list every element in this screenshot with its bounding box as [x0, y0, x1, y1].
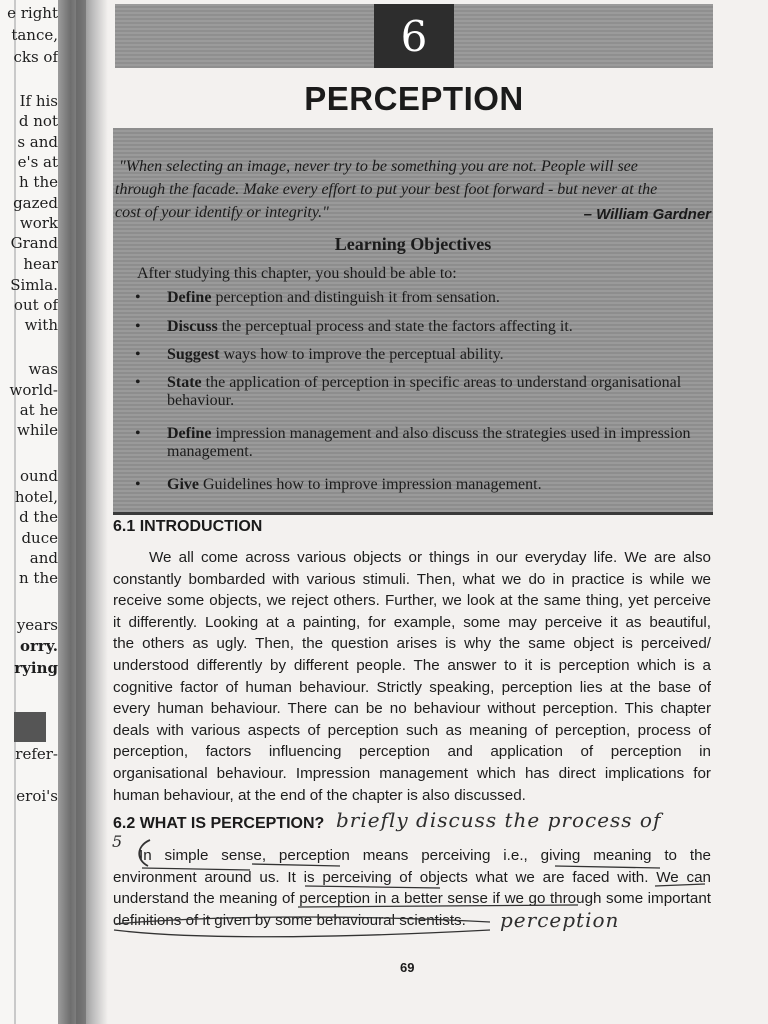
- facing-page-line: was: [28, 360, 58, 378]
- objective-description: the perceptual process and state the factors affecting it.: [217, 318, 573, 335]
- objective-verb: State: [167, 374, 202, 391]
- facing-page-line: ound: [20, 467, 58, 485]
- facing-page-line: and: [29, 549, 58, 567]
- paragraph-line: understood differently by different people. The answer to it is perception which is a: [113, 656, 711, 674]
- facing-page-line: If his: [19, 92, 58, 110]
- facing-page-line: e's at: [17, 153, 58, 171]
- objective-description: ways how to improve the perceptual ability.: [219, 346, 504, 363]
- paragraph-line: environment around us. It is perceiving of objects what we are faced with. We can: [113, 868, 711, 886]
- pen-bracket-mark: [139, 840, 150, 866]
- paragraph-line: In simple sense, perception means perceiving i.e., giving meaning to the: [139, 847, 711, 864]
- facing-page-line: refer-: [15, 745, 58, 763]
- handwritten-note: perception: [500, 908, 620, 932]
- pen-underline: [305, 886, 440, 888]
- objective-description: perception and distinguish it from sensation.: [211, 289, 500, 306]
- paragraph-line: definitions of it given by some behavioural scientists.: [113, 911, 466, 929]
- bullet-icon: •: [135, 346, 141, 363]
- facing-page-line: at he: [19, 401, 58, 419]
- paragraph-line: the others as ugly. Then, the question arises is why the same object is perceived/: [113, 635, 711, 653]
- handwritten-mark: 5: [112, 832, 124, 851]
- pen-underline: [655, 884, 705, 886]
- paragraph-line: organisational behaviour. Impression management which has direct implications for: [113, 764, 711, 782]
- objective-description: the application of perception in specific areas to understand organisational behaviour.: [167, 374, 682, 409]
- facing-page-line: d the: [19, 508, 58, 526]
- facing-page-line: h the: [19, 173, 58, 191]
- pen-underline: [142, 868, 250, 870]
- objectives-intro: After studying this chapter, you should be able to:: [137, 265, 457, 282]
- paragraph-line: understand the meaning of perception in a better sense if we go through some important: [113, 890, 711, 908]
- pen-loop: [114, 930, 490, 937]
- objective-verb: Discuss: [167, 318, 218, 335]
- bullet-icon: •: [135, 318, 141, 335]
- section-heading-what-is-perception: 6.2 WHAT IS PERCEPTION?: [113, 815, 325, 832]
- facing-page-line: rying: [14, 659, 58, 677]
- paragraph-line: We all come across various objects or things in our everyday life. We are also: [149, 549, 711, 566]
- facing-page-line: Grand: [10, 234, 58, 252]
- pen-underline: [555, 866, 660, 868]
- facing-page-line: Simla.: [10, 276, 58, 294]
- paragraph-line: every human behaviour. There can be no behaviour without perception. This chapter: [113, 700, 711, 718]
- bullet-icon: •: [135, 476, 141, 493]
- facing-page-line: eroi's: [16, 787, 58, 805]
- paragraph-line: human behaviour, at the end of the chapter is also discussed.: [113, 786, 526, 804]
- facing-page-line: world-: [9, 381, 58, 399]
- objective-description: impression management and also discuss the strategies used in impression management.: [167, 425, 691, 460]
- facing-page-line: work: [19, 214, 58, 232]
- facing-page-line: orry.: [19, 637, 58, 655]
- bullet-icon: •: [135, 289, 141, 306]
- facing-page-line: gazed: [13, 194, 58, 212]
- facing-page-line: hotel,: [14, 488, 58, 506]
- facing-page-line: s and: [17, 133, 58, 151]
- facing-page-line: n the: [19, 569, 58, 587]
- objectives-heading: Learning Objectives: [334, 234, 492, 254]
- objective-description: Guidelines how to improve impression management.: [199, 476, 542, 493]
- quote-author: – William Gardner: [583, 206, 711, 223]
- facing-page-line: years: [16, 616, 58, 634]
- objective-verb: Define: [167, 289, 212, 306]
- objective-verb: Define: [167, 425, 212, 442]
- quote-line: "When selecting an image, never try to be something you are not. People will see: [119, 158, 638, 175]
- paragraph-line: it differently. Looking at a painting, for example, some may perceive it as beautiful,: [113, 613, 711, 631]
- facing-page-line: d not: [18, 112, 58, 130]
- bullet-icon: •: [135, 425, 141, 442]
- pen-underline: [252, 864, 340, 866]
- facing-page-line: out of: [13, 296, 58, 314]
- quote-line: through the facade. Make every effort to put your best foot forward - but never at the: [115, 181, 658, 198]
- facing-page-line: with: [24, 316, 58, 334]
- bullet-icon: •: [135, 374, 141, 391]
- paragraph-line: perception, factors influencing perception and application of perception in: [113, 743, 711, 761]
- paragraph-line: cognitive factor of human behaviour. Strictly speaking, perception lies at the base of: [113, 678, 711, 696]
- facing-page-line: hear: [23, 255, 58, 273]
- chapter-title: PERCEPTION: [304, 80, 524, 117]
- chapter-number: 6: [400, 11, 428, 61]
- paragraph-line: receive some objects, we reject others. Further, we look at the same thing, yet perceive: [113, 592, 711, 610]
- pen-strike: [115, 917, 490, 924]
- paragraph-line: deals with various aspects of perception such as meaning of perception, process of: [113, 721, 711, 739]
- page-number: 69: [400, 960, 415, 975]
- facing-page-line: e right: [7, 4, 58, 22]
- handwritten-note: briefly discuss the process of: [336, 808, 662, 832]
- objective-verb: Give: [167, 476, 199, 493]
- facing-page-line: while: [17, 421, 58, 439]
- pen-underline: [298, 905, 578, 907]
- facing-page-line: duce: [21, 529, 58, 547]
- quote-line: cost of your identify or integrity.": [115, 204, 329, 221]
- objective-verb: Suggest: [167, 346, 220, 363]
- facing-page-line: tance,: [11, 26, 58, 44]
- paragraph-line: constantly bombarded with various stimuli. Then, what we do in practice is while we: [113, 570, 711, 588]
- section-heading-introduction: 6.1 INTRODUCTION: [113, 518, 263, 535]
- facing-page-line: cks of: [13, 48, 58, 66]
